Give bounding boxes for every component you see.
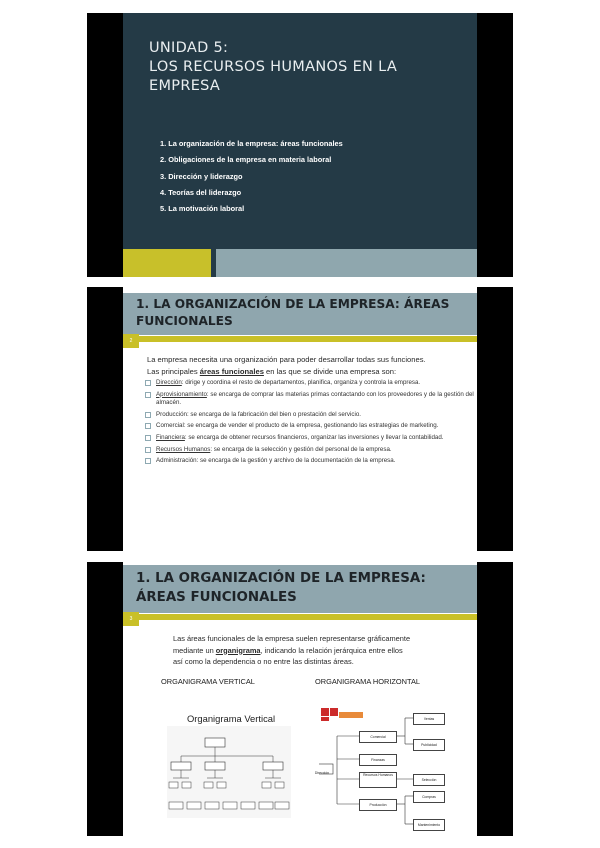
org-node: Producción — [359, 799, 397, 811]
intro-line: Las áreas funcionales de la empresa suelen representarse gráficamente — [173, 634, 411, 643]
list-item: 1. La organización de la empresa: áreas funcionales — [160, 139, 343, 148]
caption-vertical: ORGANIGRAMA VERTICAL — [161, 677, 255, 686]
list-item: Recursos Humanos: se encarga de la selección y gestión del personal de la empresa. — [145, 446, 485, 455]
horizontal-org-chart-lines — [319, 700, 469, 832]
page-number: 2 — [123, 334, 139, 348]
list-item: Aprovisionamiento: se encarga de comprar las materias primas contactando con los proveedores y de la gestión del almacén. — [145, 391, 485, 408]
list-item: Dirección: dirige y coordina el resto de departamentos, planifica, organiza y controla la empresa. — [145, 379, 485, 388]
unit-title — [149, 39, 449, 96]
intro-line: Las principales áreas funcionales en las que se divide una empresa son: — [147, 367, 397, 376]
list-item: 3. Dirección y liderazgo — [160, 171, 243, 181]
title-line: FUNCIONALES — [136, 314, 233, 328]
caption-horizontal: ORGANIGRAMA HORIZONTAL — [315, 677, 420, 686]
slide-2-content — [123, 287, 477, 551]
section-title — [136, 296, 449, 330]
intro-text — [147, 354, 477, 378]
unit-index-list — [160, 136, 343, 217]
slide-1-content — [123, 13, 477, 277]
title-line: 1. LA ORGANIZACIÓN DE LA EMPRESA: ÁREAS — [136, 297, 450, 311]
accent-bar-yellow — [123, 249, 211, 277]
vertical-org-chart — [167, 726, 291, 818]
slide-1 — [87, 13, 513, 277]
section-title — [136, 569, 426, 607]
org-node: Ventas — [413, 713, 445, 725]
title-line: EMPRESA — [149, 78, 221, 94]
org-node: Mantenimiento — [413, 819, 445, 831]
vertical-chart-title: Organigrama Vertical — [187, 713, 276, 724]
intro-line: mediante un organigrama, indicando la relación jerárquica entre ellos — [173, 645, 403, 655]
title-line: 1. LA ORGANIZACIÓN DE LA EMPRESA: — [136, 571, 426, 586]
intro-line: así como la dependencia o no entre las distintas áreas. — [173, 657, 354, 666]
page-number: 3 — [123, 612, 139, 626]
list-item: Financiera: se encarga de obtener recursos financieros, organizar las inversiones y llevar la contabilidad. — [145, 434, 485, 443]
list-item: Comercial: se encarga de vender el producto de la empresa, gestionando las estrategias de marketing. — [145, 422, 485, 431]
list-item: 5. La motivación laboral — [160, 204, 245, 214]
list-item: Producción: se encarga de la fabricación del bien o prestación del servicio. — [145, 411, 485, 420]
intro-text — [173, 633, 473, 668]
list-item: 4. Teorías del liderazgo — [160, 187, 242, 197]
intro-line: La empresa necesita una organización para poder desarrollar todas sus funciones. — [147, 355, 426, 364]
title-line: LOS RECURSOS HUMANOS EN LA — [149, 59, 398, 75]
title-line: ÁREAS FUNCIONALES — [136, 590, 297, 605]
list-item: 2. Obligaciones de la empresa en materia laboral — [160, 155, 332, 165]
org-node: Finanzas — [359, 754, 397, 766]
list-item: Administración: se encarga de la gestión y archivo de la documentación de la empresa. — [145, 457, 485, 466]
org-node: Dirección — [314, 771, 330, 775]
header-rule — [123, 336, 477, 342]
org-node: Publicidad — [413, 739, 445, 751]
accent-bar-blue — [216, 249, 477, 277]
header-rule — [123, 614, 477, 620]
slide-3-content — [123, 562, 477, 836]
org-node: Recursos Humanos — [359, 772, 397, 788]
org-node: Selección — [413, 774, 445, 786]
title-line: UNIDAD 5: — [149, 40, 229, 56]
slide-2 — [87, 287, 513, 551]
slide-3 — [87, 562, 513, 836]
areas-list — [145, 379, 485, 469]
org-node: Comercial — [359, 731, 397, 743]
org-node: Compras — [413, 791, 445, 803]
